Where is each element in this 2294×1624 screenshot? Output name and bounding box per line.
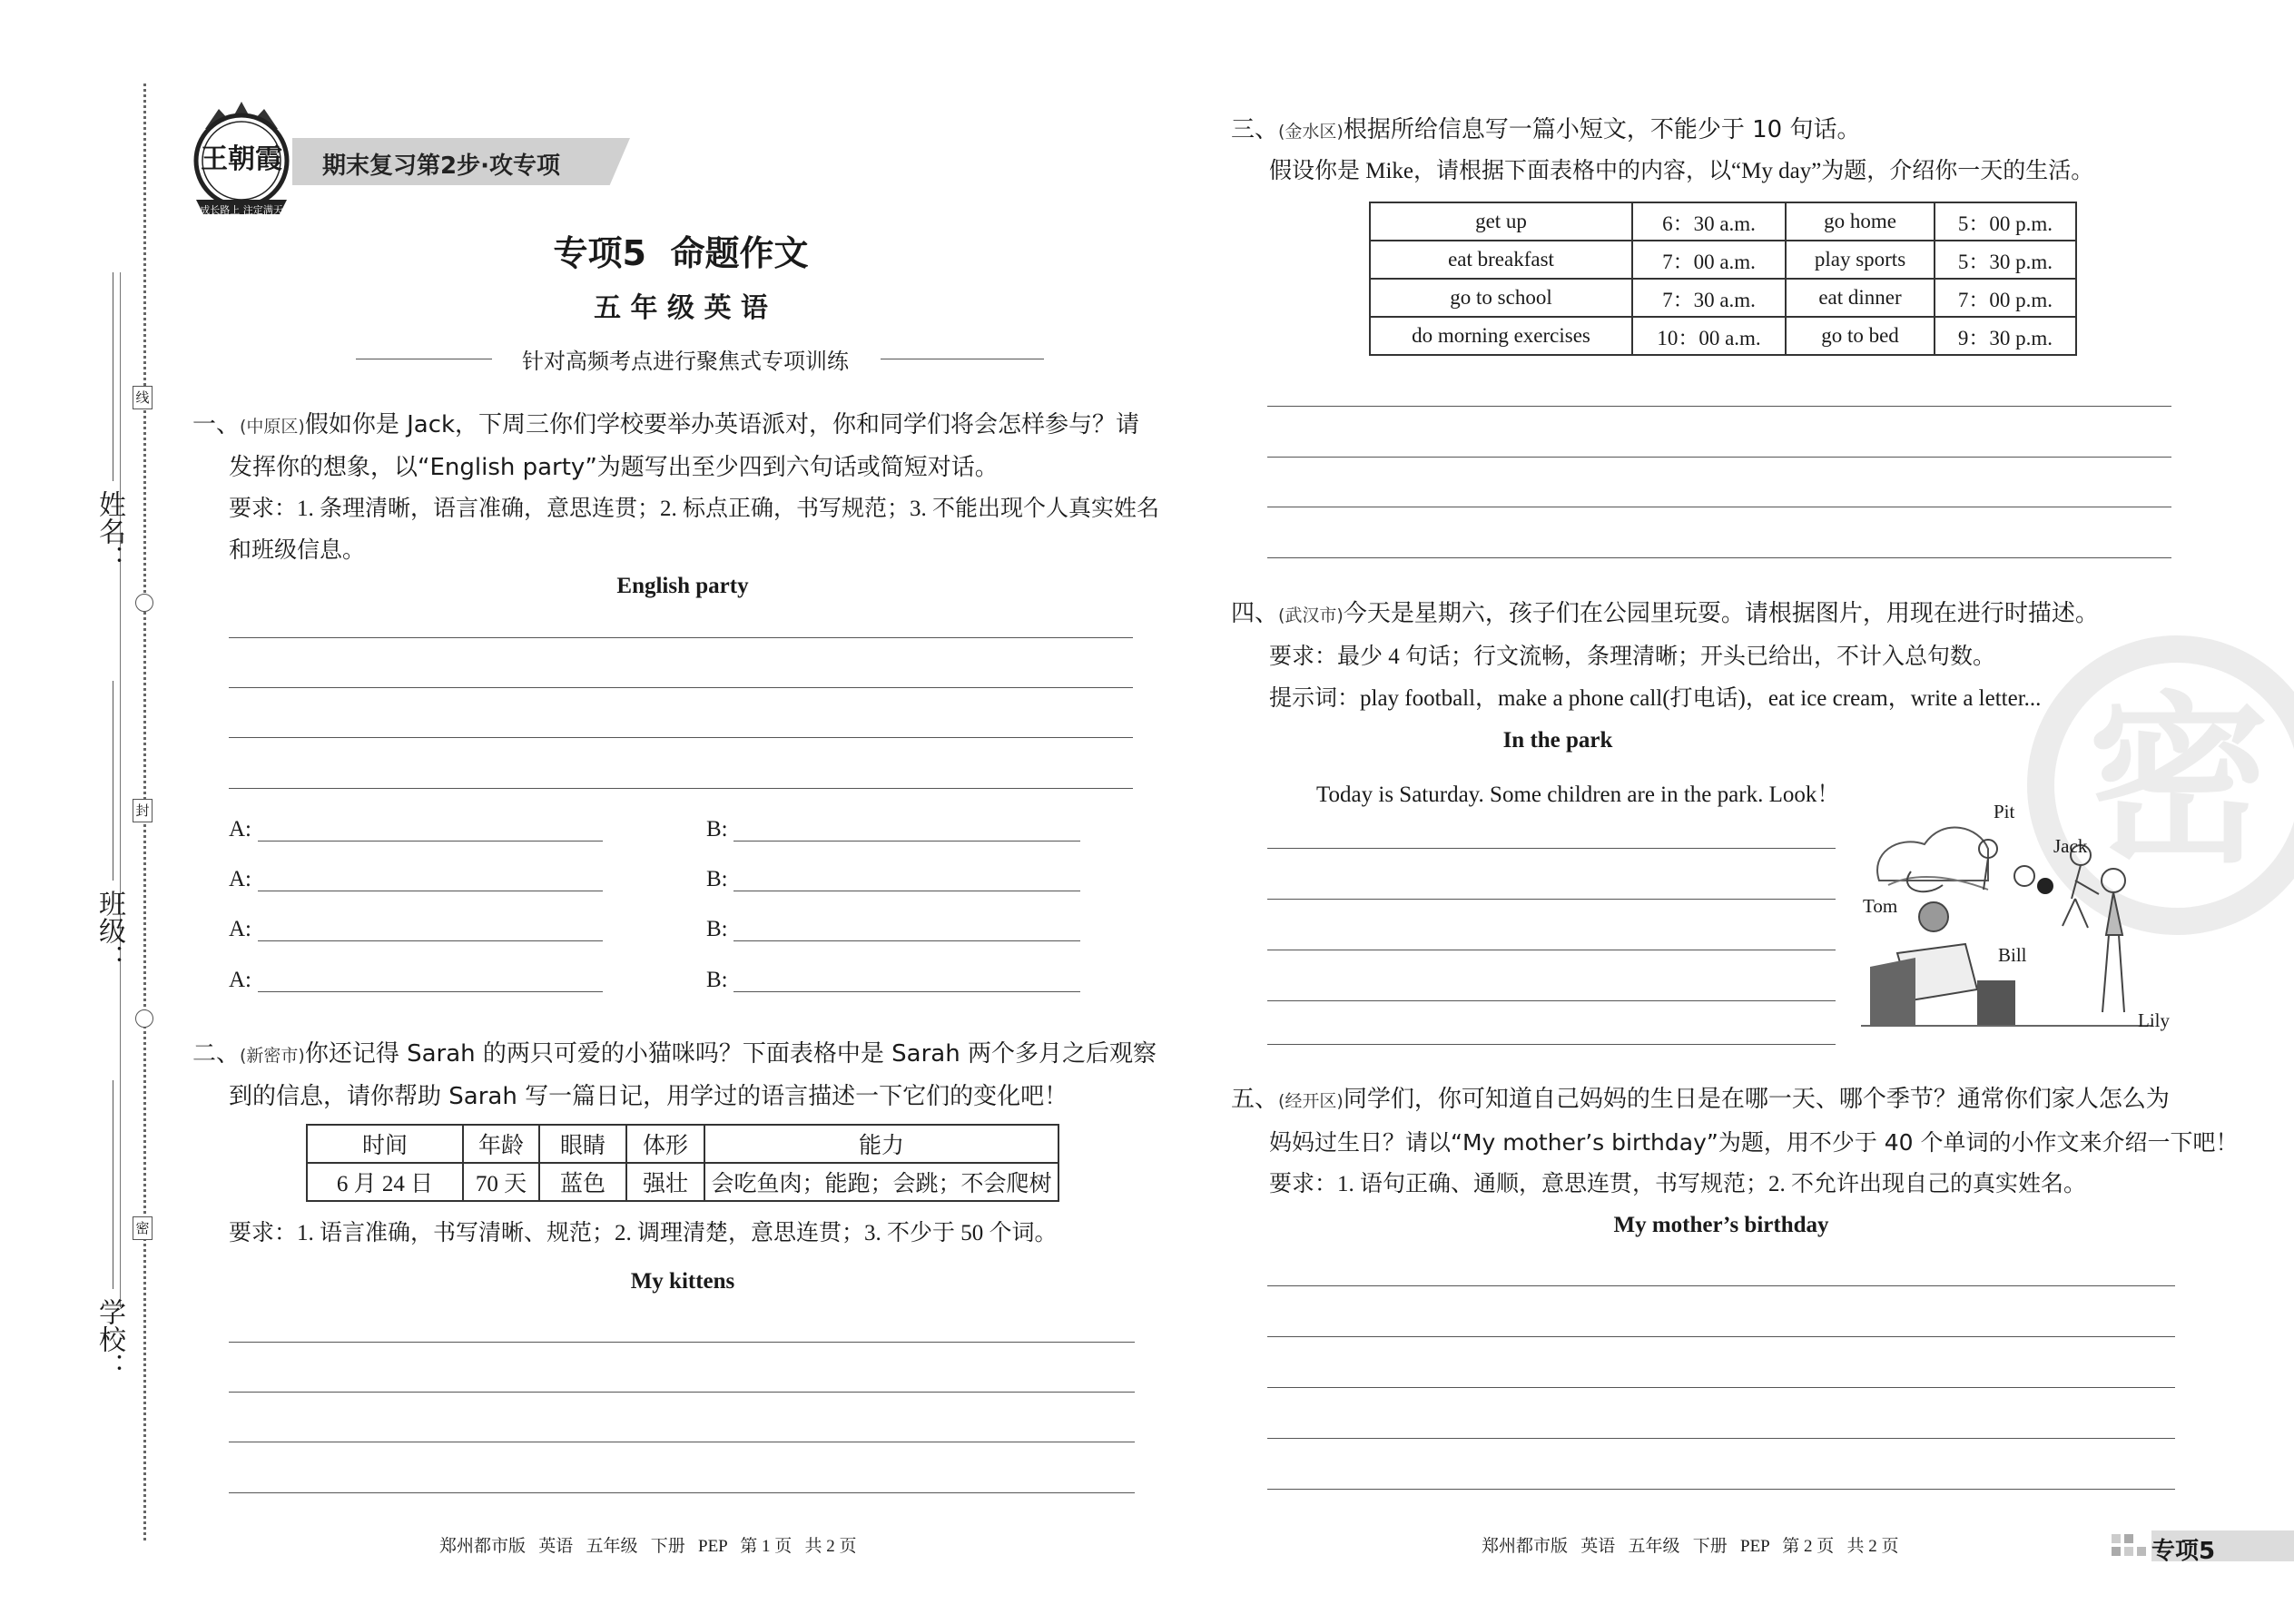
dialogue-b-line[interactable] bbox=[733, 991, 1080, 992]
schedule-activity: get up bbox=[1370, 202, 1632, 241]
q3-number: 三、 bbox=[1231, 116, 1279, 143]
q5-region: (经开区) bbox=[1278, 1091, 1344, 1111]
schedule-time: 7：00 a.m. bbox=[1632, 241, 1786, 279]
kitten-table-header: 能力 bbox=[704, 1125, 1058, 1163]
q5-essay-title: My mother’s birthday bbox=[1613, 1213, 1829, 1237]
q4-hint-words: 提示词：play football，make a phone call(打电话)，eat ice cream，write a letter... bbox=[1269, 686, 2042, 711]
schedule-activity: go to bed bbox=[1786, 317, 1935, 355]
schedule-time: 7：30 a.m. bbox=[1632, 279, 1786, 317]
q4-text-1: 今天是星期六，孩子们在公园里玩耍。请根据图片，用现在进行时描述。 bbox=[1343, 600, 2099, 627]
schedule-activity: do morning exercises bbox=[1370, 317, 1632, 355]
schedule-time: 5：00 p.m. bbox=[1935, 202, 2076, 241]
writing-line[interactable] bbox=[1267, 406, 2171, 407]
q5-number: 五、 bbox=[1231, 1086, 1279, 1113]
writing-line[interactable] bbox=[1267, 1489, 2175, 1490]
schedule-activity: eat dinner bbox=[1786, 279, 1935, 317]
dialogue-a-label: A: bbox=[229, 867, 251, 891]
writing-line[interactable] bbox=[1267, 457, 2171, 458]
writing-line[interactable] bbox=[229, 637, 1133, 638]
writing-line[interactable] bbox=[1267, 1438, 2175, 1439]
q2-number: 二、 bbox=[192, 1040, 241, 1068]
dialogue-b-label: B: bbox=[706, 968, 728, 992]
q4-region: (武汉市) bbox=[1278, 605, 1344, 625]
schedule-activity: go to school bbox=[1370, 279, 1632, 317]
q5-prompt-line2: 妈妈过生日？请以“My mother’s birthday”为题，用不少于 40 个单词的小作文来介绍一下吧！ bbox=[1269, 1129, 2239, 1156]
page-subtitle: 五 年 级 英 语 bbox=[594, 292, 768, 324]
q3-prompt-line1 bbox=[1231, 109, 1860, 153]
q1-prompt-line2: 发挥你的想象，以“English party”为题写出至少四到六句话或简短对话。 bbox=[229, 454, 999, 481]
page-title: 专项5 命题作文 bbox=[553, 233, 809, 273]
writing-line[interactable] bbox=[229, 1492, 1135, 1493]
park-illustration bbox=[1861, 799, 2151, 1035]
writing-line[interactable] bbox=[1267, 899, 1836, 900]
dialogue-b-line[interactable] bbox=[733, 841, 1080, 842]
name-bill: Bill bbox=[1998, 944, 2027, 966]
writing-line[interactable] bbox=[1267, 1387, 2175, 1388]
q1-region: (中原区) bbox=[240, 417, 305, 437]
q4-opening-sentence: Today is Saturday. Some children are in the park. Look！ bbox=[1316, 782, 1840, 807]
q1-prompt-line1 bbox=[192, 404, 1139, 448]
watermark-glyph: 密 bbox=[2087, 676, 2269, 888]
logo-name: 王朝霞 bbox=[201, 144, 282, 174]
schedule-time: 5：30 p.m. bbox=[1935, 241, 2076, 279]
footer-right: 郑州都市版 英语 五年级 下册 PEP 第 2 页 共 2 页 bbox=[1482, 1537, 1899, 1556]
q1-essay-title: English party bbox=[616, 574, 749, 598]
kitten-table-header: 时间 bbox=[307, 1125, 463, 1163]
writing-line[interactable] bbox=[229, 737, 1133, 738]
dialogue-a-label: A: bbox=[229, 917, 251, 941]
cut-mark-xian: 线 bbox=[133, 386, 153, 409]
q3-text-1: 根据所给信息写一篇小短文，不能少于 10 句话。 bbox=[1343, 116, 1861, 143]
dialogue-b-label: B: bbox=[706, 817, 728, 842]
q1-requirements: 要求：1. 条理清晰，语言准确，意思连贯；2. 标点正确，书写规范；3. 不能出现个人真实姓名 bbox=[229, 497, 1160, 521]
q1-requirements-cont: 和班级信息。 bbox=[229, 538, 366, 563]
dialogue-b-label: B: bbox=[706, 917, 728, 941]
kitten-table-cell: 强壮 bbox=[626, 1163, 704, 1201]
schedule-time: 10：00 a.m. bbox=[1632, 317, 1786, 355]
q4-number: 四、 bbox=[1231, 600, 1279, 627]
tab-squares-icon bbox=[2112, 1534, 2148, 1561]
name-pit: Pit bbox=[1994, 801, 2015, 822]
dialogue-a-line[interactable] bbox=[258, 841, 603, 842]
writing-line[interactable] bbox=[229, 788, 1133, 789]
q1-number: 一、 bbox=[192, 411, 241, 438]
writing-line[interactable] bbox=[1267, 1044, 1836, 1045]
kitten-table-cell: 6 月 24 日 bbox=[307, 1163, 463, 1201]
q3-prompt-line2: 假设你是 Mike，请根据下面表格中的内容，以“My day”为题，介绍你一天的生活。 bbox=[1269, 159, 2094, 183]
writing-line[interactable] bbox=[229, 687, 1133, 688]
writing-line[interactable] bbox=[1267, 1336, 2175, 1337]
q2-prompt-line1 bbox=[192, 1033, 1157, 1078]
dialogue-a-label: A: bbox=[229, 817, 251, 842]
kitten-table-cell: 蓝色 bbox=[539, 1163, 626, 1201]
footer-left: 郑州都市版 英语 五年级 下册 PEP 第 1 页 共 2 页 bbox=[439, 1537, 857, 1556]
q4-requirements: 要求：最少 4 句话；行文流畅，条理清晰；开头已给出，不计入总句数。 bbox=[1269, 645, 1996, 669]
schedule-activity: play sports bbox=[1786, 241, 1935, 279]
schedule-activity: eat breakfast bbox=[1370, 241, 1632, 279]
q2-requirements: 要求：1. 语言准确，书写清晰、规范；2. 调理清楚，意思连贯；3. 不少于 50 个词。 bbox=[229, 1221, 1058, 1245]
school-label: 学校： bbox=[94, 1298, 125, 1380]
name-tom: Tom bbox=[1863, 895, 1898, 917]
q1-text-1: 假如你是 Jack，下周三你们学校要举办英语派对，你和同学们将会怎样参与？请 bbox=[304, 411, 1140, 438]
q4-essay-title: In the park bbox=[1502, 728, 1613, 753]
dialogue-b-line[interactable] bbox=[733, 940, 1080, 941]
schedule-time: 7：00 p.m. bbox=[1935, 279, 2076, 317]
q4-prompt-line1 bbox=[1231, 593, 2099, 637]
q5-prompt-line1 bbox=[1231, 1078, 2170, 1123]
writing-line[interactable] bbox=[1267, 848, 1836, 849]
dialogue-a-label: A: bbox=[229, 968, 251, 992]
writing-line[interactable] bbox=[1267, 1285, 2175, 1286]
writing-line[interactable] bbox=[1267, 1000, 1836, 1001]
schedule-time: 9：30 p.m. bbox=[1935, 317, 2076, 355]
class-label: 班级： bbox=[94, 890, 125, 971]
binding-hole bbox=[135, 1009, 153, 1028]
logo-slogan: 成长路上 注定满天 bbox=[200, 204, 283, 216]
q2-prompt-line2: 到的信息，请你帮助 Sarah 写一篇日记，用学过的语言描述一下它们的变化吧！ bbox=[229, 1083, 1068, 1110]
banner-text: 期末复习第2步·攻专项 bbox=[322, 153, 560, 180]
kitten-table-header: 年龄 bbox=[463, 1125, 539, 1163]
kitten-table-cell: 70 天 bbox=[463, 1163, 539, 1201]
writing-line[interactable] bbox=[1267, 557, 2171, 558]
q3-region: (金水区) bbox=[1278, 122, 1344, 142]
binding-solid-line bbox=[120, 272, 121, 1307]
tagline: 针对高频考点进行聚焦式专项训练 bbox=[522, 350, 849, 374]
dialogue-a-line[interactable] bbox=[258, 991, 603, 992]
cut-mark-feng: 封 bbox=[133, 799, 153, 822]
name-jack: Jack bbox=[2053, 835, 2088, 857]
writing-line[interactable] bbox=[229, 1392, 1135, 1393]
dialogue-a-line[interactable] bbox=[258, 940, 603, 941]
writing-line[interactable] bbox=[229, 1342, 1135, 1343]
schedule-table bbox=[1369, 202, 2077, 356]
q5-text-1: 同学们，你可知道自己妈妈的生日是在哪一天、哪个季节？通常你们家人怎么为 bbox=[1343, 1086, 2170, 1113]
q2-essay-title: My kittens bbox=[630, 1269, 735, 1294]
kitten-table bbox=[306, 1124, 1059, 1202]
schedule-activity: go home bbox=[1786, 202, 1935, 241]
name-lily: Lily bbox=[2138, 1009, 2170, 1031]
name-label: 姓名： bbox=[94, 490, 125, 572]
q2-region: (新密市) bbox=[240, 1046, 305, 1066]
kitten-table-header: 体形 bbox=[626, 1125, 704, 1163]
dialogue-b-label: B: bbox=[706, 867, 728, 891]
cut-mark-mi: 密 bbox=[133, 1216, 153, 1240]
binding-hole bbox=[135, 594, 153, 612]
kitten-table-cell: 会吃鱼肉；能跑；会跳；不会爬树 bbox=[704, 1163, 1058, 1201]
q5-requirements: 要求：1. 语句正确、通顺，意思连贯，书写规范；2. 不允许出现自己的真实姓名。 bbox=[1269, 1172, 2087, 1196]
kitten-table-header: 眼睛 bbox=[539, 1125, 626, 1163]
section-tab-label: 专项5 bbox=[2151, 1538, 2216, 1565]
schedule-time: 6：30 a.m. bbox=[1632, 202, 1786, 241]
q2-text-1: 你还记得 Sarah 的两只可爱的小猫咪吗？下面表格中是 Sarah 两个多月之后观察 bbox=[304, 1040, 1157, 1068]
